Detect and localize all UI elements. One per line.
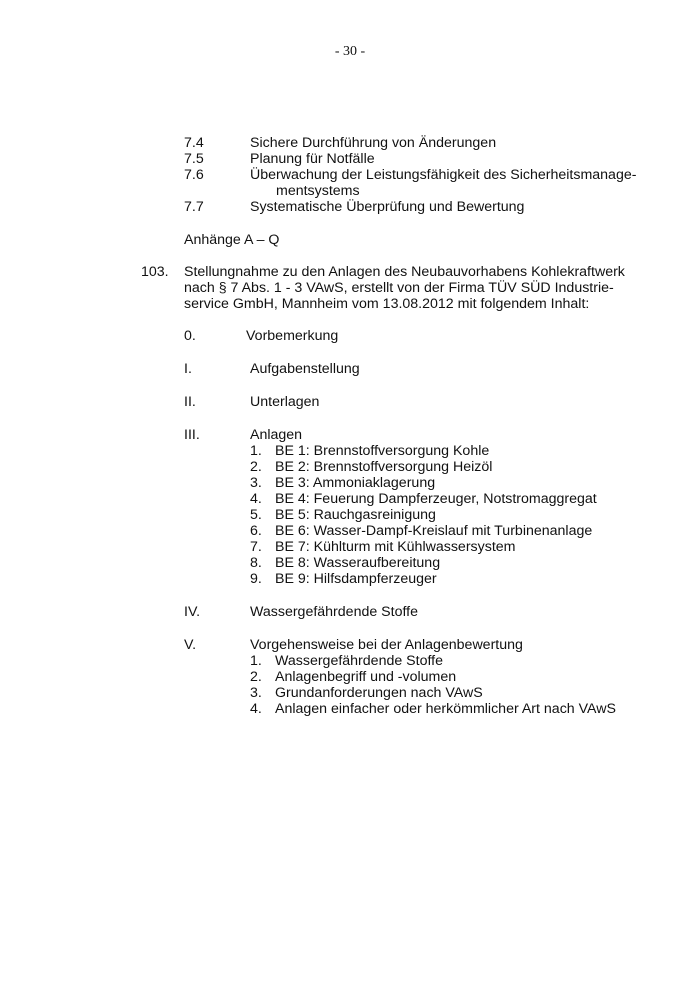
list-item-number: 1. — [250, 443, 262, 459]
list-item-text: Anlagen einfacher oder herkömmlicher Art nach VAwS — [275, 701, 616, 717]
section-number: IV. — [184, 604, 201, 620]
list-item-text: BE 6: Wasser-Dampf-Kreislauf mit Turbinenanlage — [275, 523, 593, 539]
list-item-number: 1. — [250, 653, 262, 669]
toc-entry-number: 7.4 — [184, 135, 204, 151]
section-title: Aufgabenstellung — [250, 361, 360, 377]
list-item-text: BE 1: Brennstoffversorgung Kohle — [275, 443, 490, 459]
list-item-number: 4. — [250, 491, 262, 507]
toc-entry-title: Überwachung der Leistungsfähigkeit des Sicherheitsmanage- — [250, 167, 637, 183]
section-title: Wassergefährdende Stoffe — [250, 604, 418, 620]
list-item-text: BE 8: Wasseraufbereitung — [275, 555, 441, 571]
list-item-number: 8. — [250, 555, 262, 571]
toc-entry-title: Systematische Überprüfung und Bewertung — [250, 199, 525, 215]
list-item-text: Anlagenbegriff und -volumen — [275, 669, 457, 685]
list-item-number: 3. — [250, 475, 262, 491]
toc-entry-number: 7.7 — [184, 199, 204, 215]
list-item-number: 2. — [250, 669, 262, 685]
list-item-text: BE 9: Hilfsdampferzeuger — [275, 571, 437, 587]
list-item-number: 3. — [250, 685, 262, 701]
section-title: Vorbemerkung — [246, 328, 339, 344]
toc-entry-number: 7.6 — [184, 167, 204, 183]
page-number: - 30 - — [334, 44, 366, 59]
list-item-text: Grundanforderungen nach VAwS — [275, 685, 483, 701]
appendices-line: Anhänge A – Q — [184, 232, 280, 248]
list-item-text: BE 5: Rauchgasreinigung — [275, 507, 436, 523]
list-item-number: 5. — [250, 507, 262, 523]
list-item-number: 7. — [250, 539, 262, 555]
list-item-text: BE 7: Kühlturm mit Kühlwassersystem — [275, 539, 516, 555]
section-number: II. — [184, 394, 196, 410]
list-item-number: 4. — [250, 701, 262, 717]
item-text-line: Stellungnahme zu den Anlagen des Neubauvorhabens Kohlekraftwerk — [184, 264, 625, 280]
item-number: 103. — [141, 264, 169, 280]
item-text-line: service GmbH, Mannheim vom 13.08.2012 mit folgendem Inhalt: — [184, 296, 590, 312]
section-number: I. — [184, 361, 192, 377]
toc-entry-title-continued: mentsystems — [276, 183, 360, 199]
list-item-text: BE 3: Ammoniaklagerung — [275, 475, 436, 491]
list-item-text: BE 4: Feuerung Dampferzeuger, Notstromaggregat — [275, 491, 597, 507]
section-number: 0. — [184, 328, 196, 344]
section-title: Vorgehensweise bei der Anlagenbewertung — [250, 637, 523, 653]
list-item-text: Wassergefährdende Stoffe — [275, 653, 443, 669]
list-item-number: 9. — [250, 571, 262, 587]
list-item-number: 6. — [250, 523, 262, 539]
list-item-text: BE 2: Brennstoffversorgung Heizöl — [275, 459, 493, 475]
section-number: III. — [184, 427, 200, 443]
section-title: Anlagen — [250, 427, 303, 443]
toc-entry-title: Planung für Notfälle — [250, 151, 375, 167]
toc-entry-title: Sichere Durchführung von Änderungen — [250, 135, 497, 151]
item-text-line: nach § 7 Abs. 1 - 3 VAwS, erstellt von der Firma TÜV SÜD Industrie- — [184, 280, 614, 296]
section-title: Unterlagen — [250, 394, 320, 410]
list-item-number: 2. — [250, 459, 262, 475]
toc-entry-number: 7.5 — [184, 151, 204, 167]
section-number: V. — [184, 637, 197, 653]
